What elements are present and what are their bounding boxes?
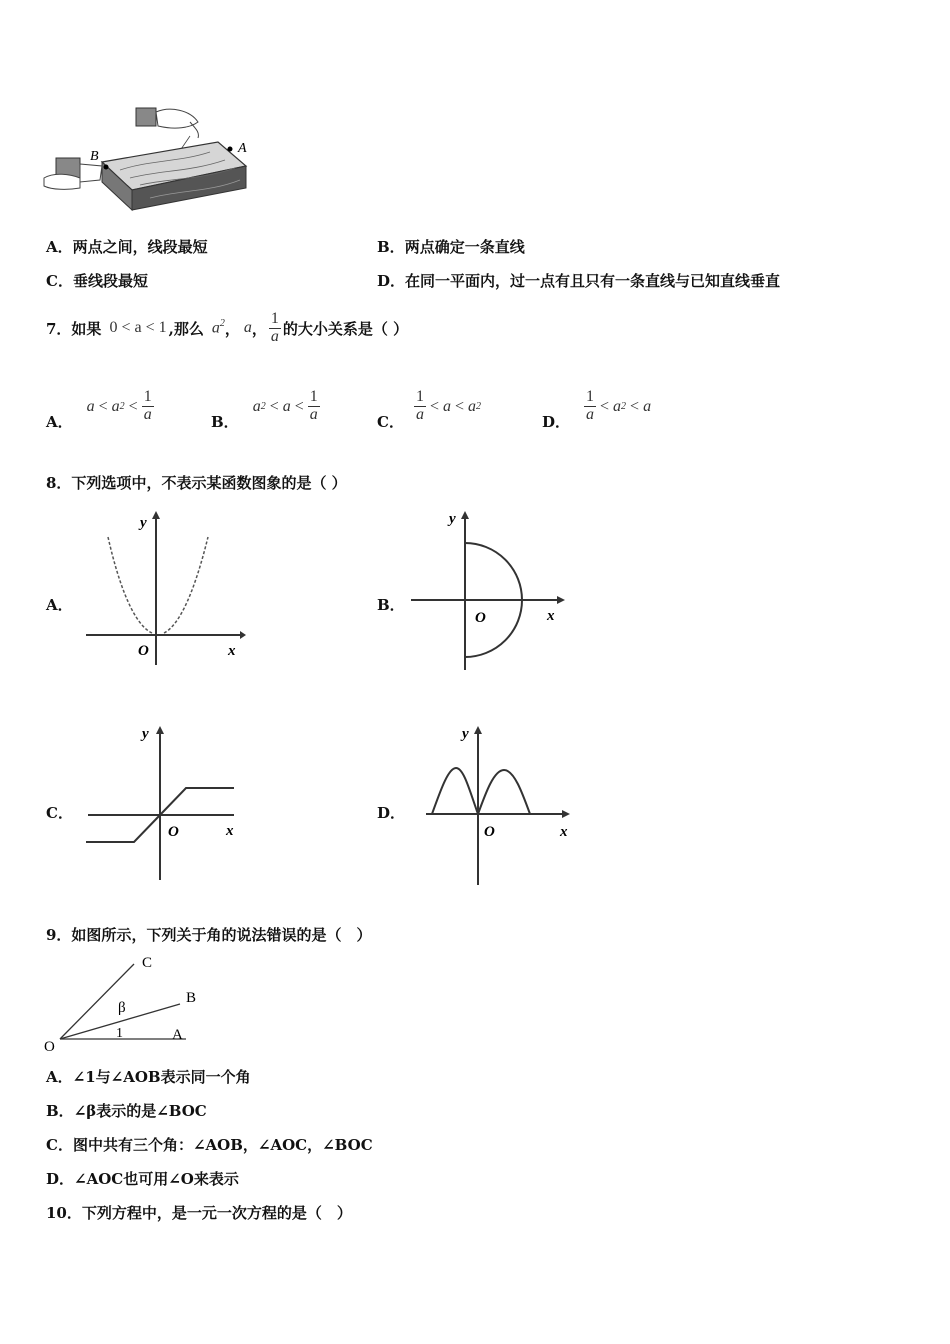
- lt: <: [429, 397, 439, 415]
- var: a: [86, 397, 95, 415]
- q8-option-c-letter[interactable]: C．: [46, 804, 73, 822]
- q6-option-b[interactable]: [377, 236, 525, 257]
- option-text: ∠AOC也可用∠O来表示: [74, 1170, 239, 1188]
- lt: <: [630, 397, 640, 415]
- option-text: 垂线段最短: [72, 272, 148, 290]
- x-axis-label: x: [228, 643, 236, 659]
- graph-c[interactable]: [84, 720, 249, 885]
- option-letter: C．: [46, 272, 73, 290]
- q7-option-c[interactable]: [377, 386, 481, 436]
- origin-label: O: [168, 824, 179, 840]
- q7-frac-den: a: [270, 327, 279, 345]
- q8-option-d-letter[interactable]: D．: [377, 804, 406, 822]
- lt: <: [294, 397, 304, 415]
- x-axis-label: x: [226, 823, 234, 839]
- var: a: [252, 397, 261, 415]
- option-letter: A．: [46, 413, 73, 431]
- q8-option-b-letter[interactable]: B．: [377, 596, 405, 614]
- angle-figure: [40, 950, 210, 1055]
- point-o-label: O: [44, 1039, 55, 1055]
- lt: <: [454, 397, 465, 415]
- frac-num: 1: [309, 388, 318, 406]
- q9-option-a[interactable]: [46, 1066, 251, 1087]
- option-letter: D．: [46, 1170, 75, 1188]
- frac-den: a: [309, 406, 318, 424]
- sup: 2: [119, 401, 125, 413]
- option-text: ∠1与∠AOB表示同一个角: [72, 1068, 251, 1086]
- option-letter: B．: [211, 413, 239, 431]
- y-axis-label: y: [142, 726, 149, 742]
- lt: <: [128, 397, 138, 415]
- option-text: ∠β表示的是∠BOC: [73, 1102, 207, 1120]
- graph-d[interactable]: [418, 720, 578, 890]
- graph-b[interactable]: [405, 505, 570, 675]
- var: a: [468, 397, 477, 415]
- point-c-label: C: [142, 955, 153, 971]
- frac-den: a: [415, 406, 424, 424]
- q9-option-b[interactable]: [46, 1100, 207, 1121]
- q7-option-b[interactable]: [211, 386, 320, 436]
- origin-label: O: [138, 643, 149, 659]
- x-axis-label: x: [560, 824, 568, 840]
- frac-den: a: [586, 406, 595, 424]
- q7-condition: 0 < a < 1: [109, 319, 167, 336]
- q7-frac-num: 1: [270, 309, 279, 327]
- point-a-label: A: [172, 1027, 183, 1043]
- option-expression: [584, 389, 651, 424]
- frac-num: 1: [586, 388, 595, 406]
- option-text: 图中共有三个角：∠AOB，∠AOC，∠BOC: [72, 1136, 373, 1154]
- q10-stem: 10．下列方程中，是一元一次方程的是（ ）: [46, 1204, 352, 1222]
- origin-label: O: [475, 610, 486, 626]
- option-letter: C．: [46, 1136, 73, 1154]
- q7-suffix: 的大小关系是（ ）: [282, 319, 409, 338]
- var: a: [282, 397, 291, 415]
- frac-den: a: [143, 406, 152, 424]
- wood-block-figure: [40, 100, 260, 215]
- q7-var: a: [243, 319, 252, 336]
- angle-beta-label: β: [118, 1000, 126, 1016]
- point-b-label: B: [186, 990, 197, 1006]
- point-a-label: A: [238, 141, 247, 156]
- option-letter: A．: [46, 1068, 73, 1086]
- option-letter: B．: [46, 1102, 74, 1120]
- q9-option-c[interactable]: [46, 1134, 373, 1155]
- q6-option-c[interactable]: [46, 270, 148, 291]
- q7-stem: [46, 306, 408, 350]
- sup: 2: [260, 401, 266, 413]
- q7-comma: ，: [251, 319, 267, 338]
- option-letter: B．: [377, 238, 405, 256]
- q8-stem: 8．下列选项中，不表示某函数图象的是（ ）: [46, 474, 347, 492]
- option-text: 在同一平面内，过一点有且只有一条直线与已知直线垂直: [405, 272, 781, 290]
- option-letter: C．: [377, 413, 404, 431]
- frac-num: 1: [143, 388, 152, 406]
- lt: <: [98, 397, 108, 415]
- var: a: [613, 397, 622, 415]
- q7-var: a: [211, 319, 220, 337]
- option-expression: [87, 389, 154, 424]
- q8-option-a-letter[interactable]: A．: [46, 596, 73, 614]
- q9-option-d[interactable]: [46, 1168, 239, 1189]
- q7-middle: ,那么: [168, 319, 204, 338]
- sup: 2: [476, 401, 482, 413]
- var: a: [442, 397, 451, 415]
- frac-num: 1: [415, 388, 424, 406]
- var: a: [111, 397, 120, 415]
- q7-option-a[interactable]: [46, 386, 154, 436]
- q6-option-a[interactable]: [46, 236, 208, 257]
- option-text: 两点之间，线段最短: [72, 238, 208, 256]
- var: a: [643, 397, 652, 415]
- sup: 2: [621, 401, 627, 413]
- y-axis-label: y: [140, 515, 147, 531]
- option-letter: D．: [377, 272, 406, 290]
- y-axis-label: y: [449, 511, 456, 527]
- option-letter: D．: [542, 413, 571, 431]
- lt: <: [269, 397, 279, 415]
- graph-a[interactable]: [80, 505, 250, 670]
- lt: <: [600, 397, 610, 415]
- option-expression: [414, 389, 481, 424]
- origin-label: O: [484, 824, 495, 840]
- q7-sup: 2: [219, 318, 225, 330]
- option-letter: A．: [46, 238, 73, 256]
- q9-stem: 9．如图所示，下列关于角的说法错误的是（ ）: [46, 926, 372, 944]
- y-axis-label: y: [462, 726, 469, 742]
- angle-1-label: 1: [116, 1026, 123, 1041]
- option-text: 两点确定一条直线: [404, 238, 525, 256]
- q7-prefix: 7．如果: [46, 319, 102, 338]
- option-expression: [253, 389, 320, 424]
- point-b-label: B: [90, 149, 99, 164]
- q6-option-d[interactable]: [377, 270, 780, 291]
- q7-option-d[interactable]: [542, 386, 651, 436]
- q7-comma: ，: [224, 319, 240, 338]
- x-axis-label: x: [547, 608, 555, 624]
